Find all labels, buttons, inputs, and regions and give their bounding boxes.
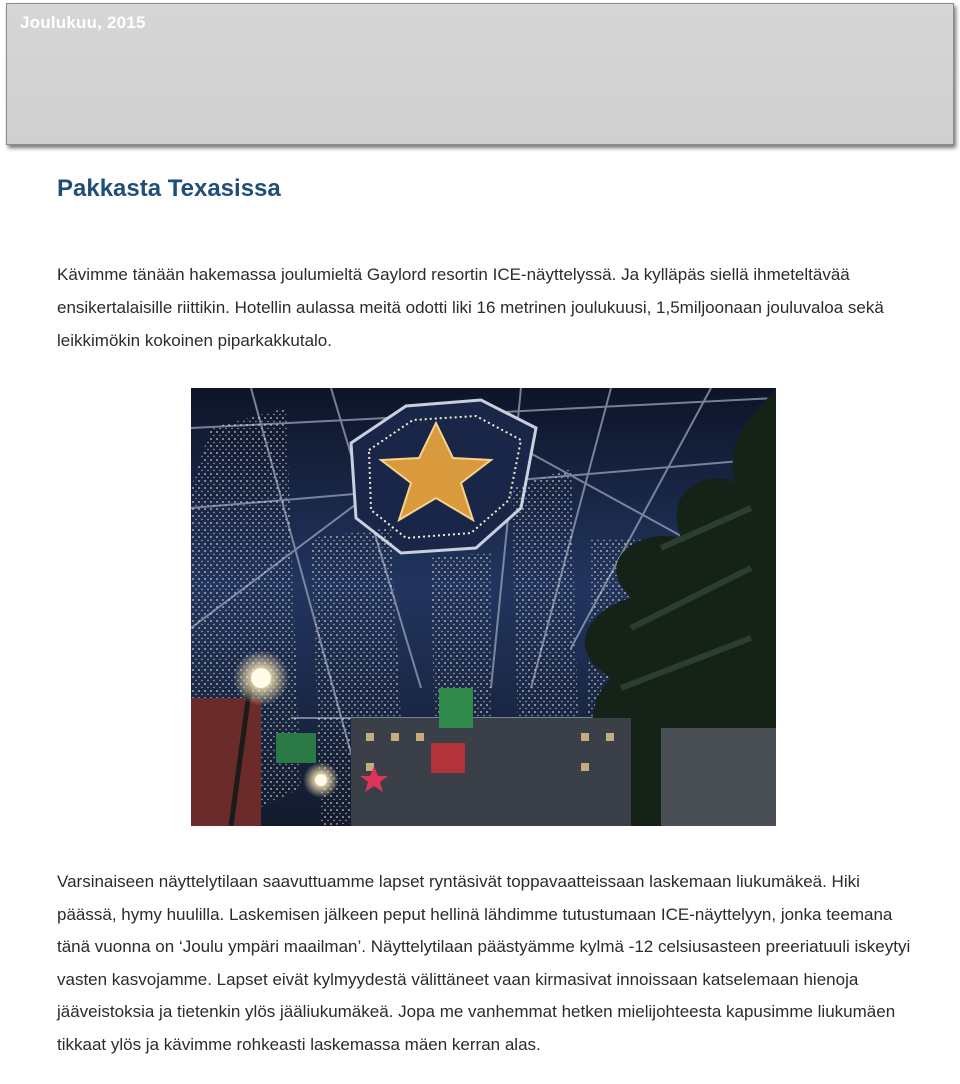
article-paragraph-2: Varsinaiseen näyttelytilaan saavuttuamme lapset ryntäsivät toppavaatteissaan laskemaan liukumäkeä. Hiki päässä, hymy huulilla. Laskemisen jälkeen peput hellinä lähdimme tutustumaan ICE-näyttelyyn, jonka teemana tänä vuonna on ‘Joulu ympäri maailman’. Näyttelytilaan päästyämme kylmä -12 celsiusasteen preeriatuuli iskeytyi vasten kasvojamme. Lapset eivät kylmyydestä välittäneet vaan kirmasivat innoissaan katselemaan hienoja jääveistoksia ja tietenkin ylös jääliukumäkeä. Jopa me vanhemmat hetken mielijohteesta kapusimme liukumäen tikkaat ylös ja kävimme rohkeasti laskemassa mäen kerran alas. bbox=[57, 872, 911, 1054]
article-paragraph-1: Kävimme tänään hakemassa joulumieltä Gaylord resortin ICE-näyttelyssä. Ja kylläpäs siellä ihmeteltävää ensikertalaisille riittikin. Hotellin aulassa meitä odotti liki 16 metrinen joulukuusi, 1,5miljoonaan jouluvaloa sekä leikkimökin kokoinen piparkakkutalo. bbox=[57, 265, 884, 350]
gift-box-green bbox=[439, 688, 473, 728]
article-title: Pakkasta Texasissa bbox=[57, 175, 281, 202]
header-banner bbox=[6, 3, 954, 145]
header-date: Joulukuu, 2015 bbox=[20, 13, 146, 32]
gift-box-red bbox=[431, 743, 465, 773]
atrium-christmas-photo bbox=[191, 388, 776, 826]
